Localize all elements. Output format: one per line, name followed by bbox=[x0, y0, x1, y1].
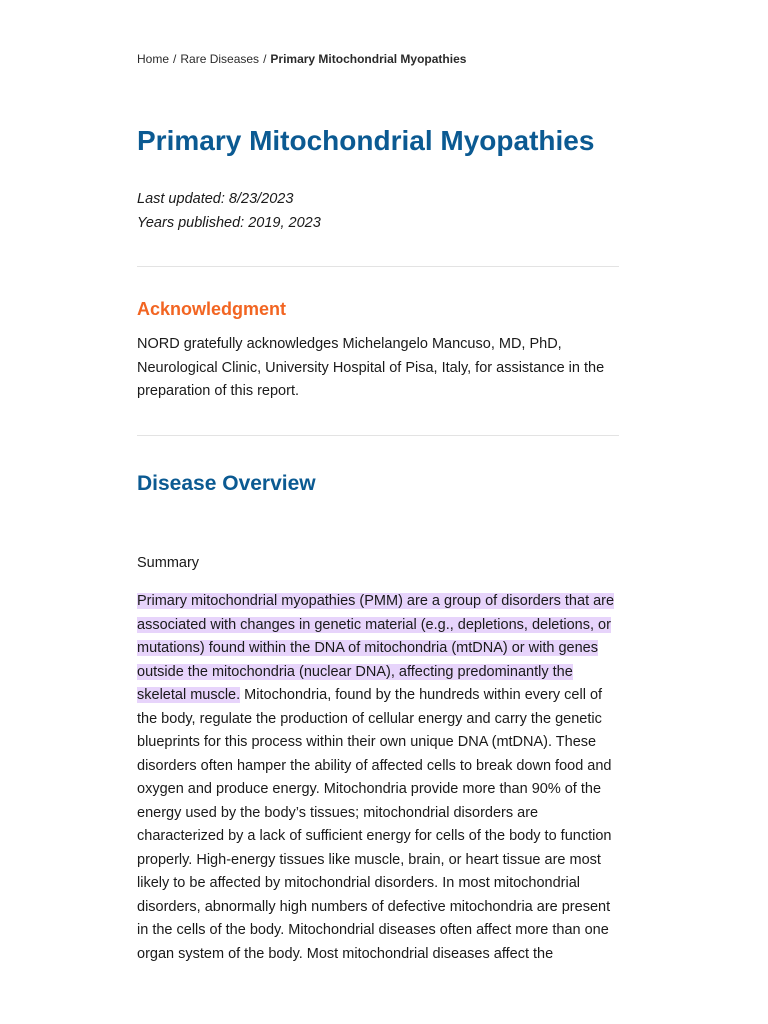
disease-overview-heading: Disease Overview bbox=[137, 472, 316, 495]
breadcrumb-separator: / bbox=[263, 52, 267, 66]
acknowledgment-text: NORD gratefully acknowledges Michelangelo Mancuso, MD, PhD, Neurological Clinic, University Hospital of Pisa, Italy, for assistance in the preparation of this report. bbox=[137, 336, 605, 399]
page-title: Primary Mitochondrial Myopathies bbox=[137, 125, 595, 156]
breadcrumb-separator: / bbox=[173, 52, 177, 66]
breadcrumb-current: Primary Mitochondrial Myopathies bbox=[270, 52, 467, 66]
acknowledgment-heading: Acknowledgment bbox=[137, 299, 287, 319]
breadcrumb-link-rare-diseases[interactable]: Rare Diseases bbox=[180, 52, 260, 66]
publication-meta bbox=[137, 187, 321, 235]
years-published: Years published: 2019, 2023 bbox=[137, 215, 321, 231]
breadcrumb-link-home[interactable]: Home bbox=[137, 52, 170, 66]
section-divider bbox=[137, 266, 619, 267]
summary-paragraph bbox=[137, 590, 619, 966]
highlighted-text[interactable]: Primary mitochondrial myopathies (PMM) are a group of disorders that are associated with changes in genetic material (e.g., depletions, deletions, or mutations) found within the DNA of mitochondria (mtDNA) or with genes outside the mitochondria (nuclear DNA), affecting predominantly the skeletal muscle. bbox=[137, 593, 615, 703]
summary-text: Mitochondria, found by the hundreds within every cell of the body, regulate the production of cellular energy and carry the genetic blueprints for this process within their own unique DNA (mtDNA). These disorders often hamper the ability of affected cells to break down food and oxygen and produce energy. Mitochondria provide more than 90% of the energy used by the body’s tissues; mitochondrial disorders are characterized by a lack of sufficient energy for cells of the body to function properly. High-energy tissues like muscle, brain, or heart tissue are most likely to be affected by mitochondrial disorders. In most mitochondrial disorders, abnormally high numbers of defective mitochondria are present in the cells of the body. Mitochondrial diseases often affect more than one organ system of the body. Most mitochondrial diseases affect the bbox=[137, 687, 612, 962]
section-divider bbox=[137, 435, 619, 436]
summary-label: Summary bbox=[137, 555, 200, 571]
breadcrumb bbox=[137, 52, 466, 66]
last-updated: Last updated: 8/23/2023 bbox=[137, 191, 294, 207]
